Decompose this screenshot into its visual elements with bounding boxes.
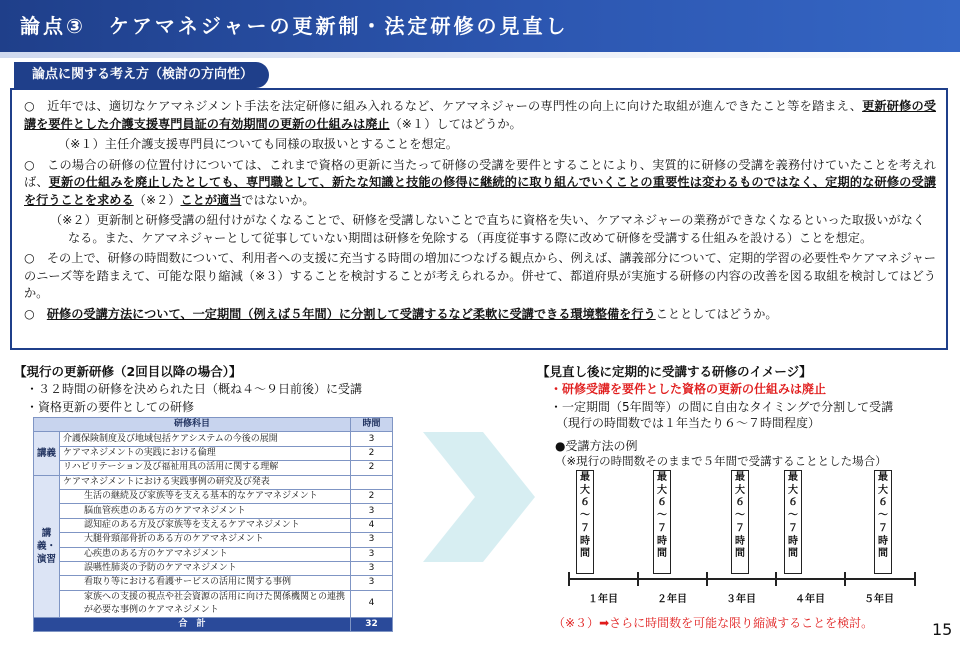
paragraph-3: ○ その上で、研修の時間数について、利用者への支援に充当する時間の増加につなげる観点から、例えば、講義部分について、定期的学習の必要性やケアマネジャーのニーズ等を踏まえて、可能な限り縮減（※３）することを検討することが考えられるか。併せて、都道府県が実施する研修の内容の改善を図る取組を検討してはどうか。 — [24, 251, 936, 300]
table-row — [34, 533, 393, 547]
subject-cell: ケアマネジメントにおける実践事例の研究及び発表 — [60, 475, 351, 489]
table-row — [34, 475, 393, 489]
split-attendance-line: ・一定期間（5年間等）の間に自由なタイミングで分割して受講 — [550, 400, 894, 414]
year-2-block: 最大６～７時間 — [653, 470, 671, 574]
table-row — [34, 561, 393, 575]
example-note: （※現行の時間数そのままで５年間で受講することとした場合） — [555, 454, 887, 468]
note-1: （※１）主任介護支援専門員についても同様の取扱いとすることを想定。 — [58, 137, 458, 151]
transition-arrow-icon — [423, 432, 535, 562]
table-row — [34, 590, 393, 617]
footnote-3 — [553, 614, 873, 631]
subject-cell: ケアマネジメントの実践における倫理 — [60, 446, 351, 460]
year-label-5: ５年目 — [864, 594, 894, 605]
table-row — [34, 446, 393, 460]
category-lecture: 講義 — [34, 432, 60, 475]
page-title: 論点③ ケアマネジャーの更新制・法定研修の見直し — [20, 14, 569, 38]
revised-training-title: 【見直し後に定期的に受講する研修のイメージ】 — [537, 364, 812, 379]
subject-cell: 脳血管疾患のある方のケアマネジメント — [60, 504, 351, 518]
hours-cell: 3 — [351, 504, 393, 518]
subject-cell: 大腿骨頸部骨折のある方のケアマネジメント — [60, 533, 351, 547]
footnote-ref: （※３） — [553, 616, 600, 630]
timeline-axis — [568, 578, 916, 580]
arrow-icon: ➡ — [599, 616, 610, 630]
subject-cell: 看取り等における看護サービスの活用に関する事例 — [60, 576, 351, 590]
hours-cell — [351, 475, 393, 489]
year-4-block: 最大６～７時間 — [784, 470, 802, 574]
abolish-line: ・研修受講を要件とした資格の更新の仕組みは廃止 — [550, 382, 827, 396]
year-label-1: １年目 — [588, 594, 618, 605]
subject-cell: 介護保険制度及び地域包括ケアシステムの今後の展開 — [60, 432, 351, 446]
subject-cell: 心疾患のある方のケアマネジメント — [60, 547, 351, 561]
training-subjects-table — [33, 417, 393, 632]
note-2: （※２）更新制と研修受講の紐付けがなくなることで、研修を受講しないことで直ちに資格を失い、ケアマネジャーの業務ができなくなるといった取扱いがなくなる。また、ケアマネジャーとして従事していない期間は研修を免除する（再度従事する際に改めて研修を受講する仕組みを設ける）ことを想定。 — [50, 213, 926, 245]
subject-cell: 認知症のある方及び家族等を支えるケアマネジメント — [60, 518, 351, 532]
title-underband — [0, 52, 960, 58]
title-banner — [0, 0, 960, 52]
table-header-row — [34, 418, 393, 432]
header-hours: 時間 — [351, 418, 393, 432]
table-row — [34, 432, 393, 446]
hours-cell: 4 — [351, 590, 393, 617]
five-year-timeline — [560, 470, 930, 610]
table-row — [34, 461, 393, 475]
hours-cell: 3 — [351, 432, 393, 446]
current-training-title: 【現行の更新研修（2回目以降の場合）】 — [14, 364, 242, 379]
subject-cell: 誤嚥性肺炎の予防のケアマネジメント — [60, 561, 351, 575]
p2-ref: （※２） — [133, 192, 181, 207]
hours-cell: 3 — [351, 561, 393, 575]
table-row — [34, 489, 393, 503]
paragraph-4 — [24, 306, 936, 324]
p2-tail: ではないか。 — [241, 192, 315, 207]
table-row — [34, 518, 393, 532]
page-number: 15 — [932, 620, 953, 639]
table-row — [34, 576, 393, 590]
category-lecture-exercise: 講義・演習 — [34, 475, 60, 617]
p1-emphasis: 更新研修の受講を要件とした介護支援専門員証の有効期間の更新の仕組みは廃止 — [24, 99, 936, 131]
paragraph-2 — [24, 157, 936, 210]
timeline-tick — [706, 572, 708, 586]
hours-cell: 4 — [351, 518, 393, 532]
hours-cell: 3 — [351, 547, 393, 561]
subject-cell: リハビリテーション及び福祉用具の活用に関する理解 — [60, 461, 351, 475]
year-1-block: 最大６～７時間 — [576, 470, 594, 574]
hours-cell: 3 — [351, 533, 393, 547]
timeline-tick — [844, 572, 846, 586]
table-row — [34, 504, 393, 518]
current-bullet-1: ・３２時間の研修を決められた日（概ね４～９日前後）に受講 — [26, 382, 363, 396]
timeline-tick — [568, 572, 570, 586]
subject-cell: 生活の継続及び家族等を支える基本的なケアマネジメント — [60, 489, 351, 503]
total-label: 合 計 — [34, 617, 351, 631]
year-5-block: 最大６～７時間 — [874, 470, 892, 574]
p2-text: ○ この場合の研修の位置付けについては、これまで資格の更新に当たって研修の受講を要件とすることにより、実質的に研修の受講を義務付けていたことを考えれば、 — [24, 157, 936, 189]
hours-cell: 2 — [351, 461, 393, 475]
p1-tail: （※１）してはどうか。 — [389, 116, 522, 131]
p4-tail: こととしてはどうか。 — [655, 306, 778, 321]
year-label-2: ２年目 — [657, 594, 687, 605]
table-total-row — [34, 617, 393, 631]
discussion-box — [10, 88, 948, 350]
p4-emphasis: 研修の受講方法について、一定期間（例えば５年間）に分割して受講するなど柔軟に受講できる環境整備を行う — [46, 306, 656, 321]
hours-cell: 3 — [351, 576, 393, 590]
hours-cell: 2 — [351, 446, 393, 460]
hours-cell: 2 — [351, 489, 393, 503]
timeline-tick — [775, 572, 777, 586]
year-label-4: ４年目 — [795, 594, 825, 605]
table-row — [34, 547, 393, 561]
year-label-3: ３年目 — [726, 594, 756, 605]
p2-emphasis-2: ことが適当 — [180, 192, 242, 207]
paragraph-1 — [24, 98, 936, 133]
example-title: ●受講方法の例 — [555, 439, 638, 453]
p2-emphasis: 更新の仕組みを廃止したとしても、専門職として、新たな知識と技能の修得に継続的に取り組んでいくことの重要性は変わるものではなく、定期的な研修の受講を行うことを求める — [24, 175, 937, 207]
header-subject: 研修科目 — [34, 418, 351, 432]
timeline-tick — [914, 572, 916, 586]
subject-cell: 家族への支援の視点や社会資源の活用に向けた関係機関との連携が必要な事例のケアマネジメント — [60, 590, 351, 617]
footnote-text: さらに時間数を可能な限り縮減することを検討。 — [609, 616, 874, 630]
section-tab: 論点に関する考え方（検討の方向性） — [14, 62, 269, 88]
p1-text: ○ 近年では、適切なケアマネジメント手法を法定研修に組み入れるなど、ケアマネジャーの専門性の向上に向けた取組が進んできたこと等を踏まえ、 — [24, 99, 863, 113]
year-3-block: 最大６～７時間 — [731, 470, 749, 574]
total-hours: 32 — [351, 617, 393, 631]
timeline-tick — [637, 572, 639, 586]
p4-bullet: ○ — [24, 306, 47, 321]
hours-per-year-line: （現行の時間数では１年当たり６～７時間程度） — [556, 416, 821, 430]
current-bullet-2: ・資格更新の要件としての研修 — [26, 400, 195, 414]
